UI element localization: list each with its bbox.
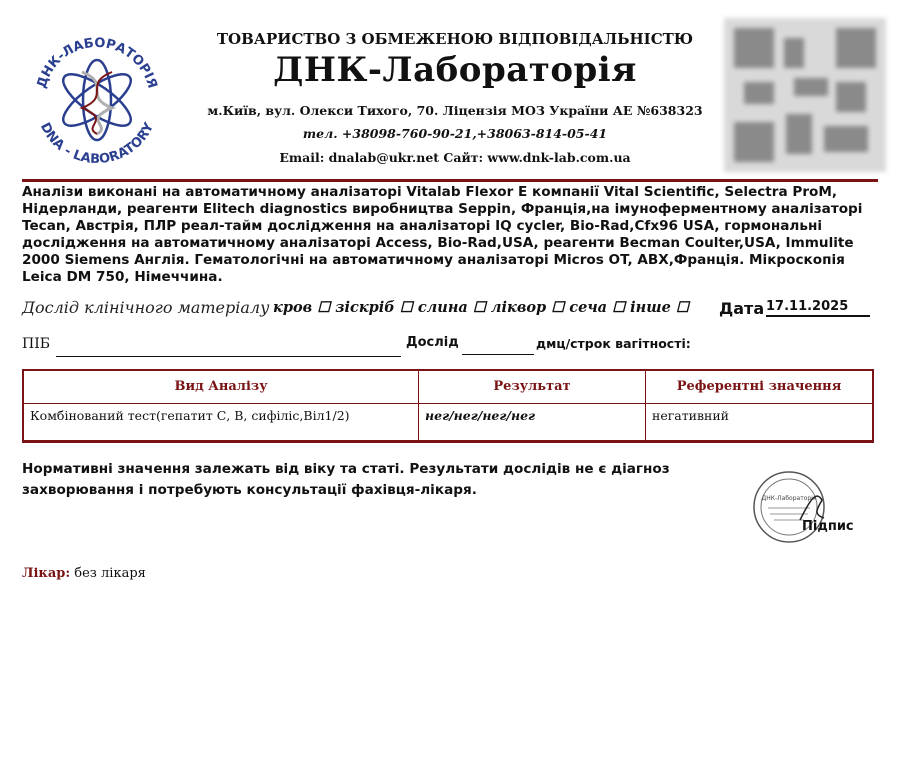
header-reference: Референтні значення: [676, 379, 842, 394]
company-type: ТОВАРИСТВО З ОБМЕЖЕНОЮ ВІДПОВІДАЛЬНІСТЮ: [216, 30, 694, 48]
study-field: [462, 354, 534, 355]
results-table: [22, 369, 874, 443]
methods-text: Аналізи виконані на автоматичному аналізаторі Vitalab Flexor E компанії Vital Scientific, Selectra ProM, Нідерланди, реагенти Elitech diagnostics виробництва Seppin, Франція,на імуноферментному аналізаторі Tecan, Австрія, ПЛР реал-тайм дослідження на аналізаторі IQ cycler, Bio-Rad,Cfx96 USA, гормональні дослідження на автоматичному аналізаторі Access, Bio-Rad,USA, реагенти Becman Coulter,USA, Immulite 2000 Siemens Англія. Гематологічні на автоматичному аналізаторі Micros OT, ABX,Франція. Мікроскопія Leica DM 750, Німеччина.: [22, 184, 863, 285]
sample-options: кров ☐ зіскріб ☐ слина ☐ ліквор ☐ сеча ☐ інше ☐: [273, 299, 689, 316]
lab-logo: [22, 22, 172, 172]
stamp-text: ДНК-Лабораторія: [761, 495, 817, 502]
contacts: Email: dnalab@ukr.net Сайт: www.dnk-lab.com.ua: [279, 150, 631, 165]
header-result: Результат: [419, 371, 646, 403]
name-label: ПІБ: [22, 336, 51, 352]
normative-note: Нормативні значення залежать від віку та статі. Результати дослідів не є діагноз захворювання і потребують консультації фахівця-лікаря.: [22, 461, 670, 498]
table-row: [24, 403, 872, 441]
signature-label: Підпис: [802, 519, 854, 534]
logo-text-top: ДНК-ЛАБОРАТОРІЯ: [34, 35, 160, 91]
cycle-label: дмц/строк вагітності:: [536, 336, 691, 351]
doctor-line: [22, 566, 146, 581]
address: м.Київ, вул. Олекси Тихого, 70. Ліцензія МОЗ України АЕ №638323: [207, 103, 703, 118]
doctor-value: без лікаря: [74, 566, 146, 581]
brand-name: ДНК-Лабораторія: [273, 50, 637, 90]
header-divider: [22, 179, 878, 182]
cell-analysis: Комбінований тест(гепатит С, В, сифіліс,Віл1/2): [24, 403, 419, 441]
date-value: 17.11.2025: [766, 299, 870, 317]
doctor-label: Лікар:: [22, 566, 71, 581]
cell-result: нег/нег/нег/нег: [419, 403, 646, 441]
qr-code: [724, 18, 886, 172]
header-analysis: Вид Аналізу: [24, 371, 419, 403]
name-field: [56, 356, 401, 357]
date-label: Дата: [719, 299, 765, 318]
cell-reference: негативний: [652, 408, 730, 423]
logo-text-bottom: DNA - LABORATORY: [36, 120, 158, 168]
phone: тел. +38098-760-90-21,+38063-814-05-41: [302, 126, 608, 141]
sample-label: Дослід клінічного матеріалу: [22, 298, 270, 317]
study-label: Дослід: [406, 335, 459, 350]
table-header-row: [24, 371, 872, 404]
